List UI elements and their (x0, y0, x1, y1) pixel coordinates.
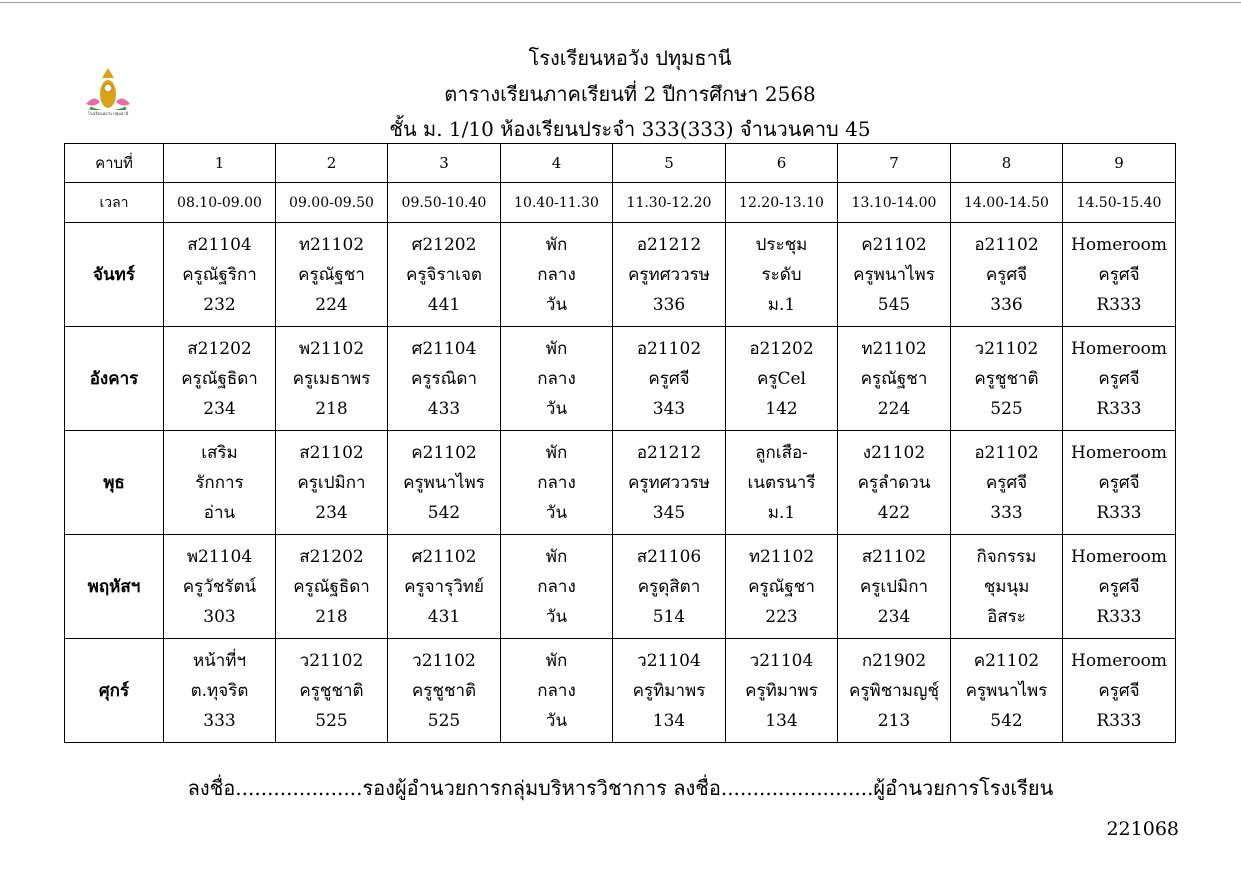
schedule-cell (951, 535, 1063, 639)
schedule-cell (726, 431, 838, 535)
schedule-cell (501, 327, 613, 431)
cell-room: 134 (765, 710, 798, 731)
cell-teacher: กลาง (537, 576, 576, 597)
day-name: พุธ (65, 431, 164, 535)
cell-subject: ส21104 (187, 234, 252, 255)
cell-room: 224 (315, 294, 348, 315)
cell-subject: Homeroom (1071, 650, 1167, 671)
cell-teacher: ครูศจี (1098, 264, 1140, 285)
cell-teacher: ครูCel (756, 368, 806, 389)
time-header: 09.50-10.40 (388, 183, 501, 223)
day-name: พฤหัสฯ (65, 535, 164, 639)
schedule-cell (164, 431, 276, 535)
schedule-cell (613, 535, 726, 639)
cell-room: 431 (427, 606, 461, 627)
cell-subject: อ21102 (636, 338, 702, 359)
schedule-cell (276, 431, 388, 535)
cell-room: 336 (990, 294, 1023, 315)
schedule-cell (1063, 639, 1176, 743)
cell-subject: ค21102 (411, 442, 477, 463)
cell-room: 422 (877, 502, 911, 523)
cell-room: 545 (877, 294, 911, 315)
signature-vice-director: ลงชื่อ....................รองผู้อำนวยการกลุ่มบริหารวิชาการ (187, 776, 667, 800)
cell-teacher: ครูศจี (1098, 472, 1140, 493)
cell-subject: เสริม (201, 442, 238, 463)
cell-room: R333 (1096, 606, 1142, 627)
cell-room: วัน (545, 294, 568, 315)
cell-room: R333 (1096, 710, 1142, 731)
schedule-cell (838, 535, 951, 639)
cell-room: ม.1 (767, 502, 796, 523)
cell-teacher: ครูเปมิกา (859, 576, 929, 597)
cell-teacher: ครูณัฐธิดา (181, 368, 258, 389)
cell-room: 345 (652, 502, 686, 523)
cell-teacher: กลาง (537, 472, 576, 493)
cell-room: 134 (652, 710, 686, 731)
schedule-cell (388, 639, 501, 743)
schedule-cell (951, 327, 1063, 431)
cell-teacher: ครูณัฐชา (298, 264, 365, 285)
cell-teacher: ครูดุสิตา (637, 576, 701, 597)
cell-teacher: ครูณัฐธิดา (293, 576, 370, 597)
cell-room: 343 (652, 398, 686, 419)
cell-subject: ประชุม (755, 234, 808, 255)
cell-teacher: ครูรณิดา (411, 368, 477, 389)
period-header: 2 (276, 144, 388, 183)
cell-teacher: ครูศจี (985, 472, 1028, 493)
cell-room: 433 (427, 398, 461, 419)
cell-room: R333 (1096, 398, 1142, 419)
cell-teacher: ครูเปมิกา (297, 472, 366, 493)
cell-subject: พัก (545, 546, 568, 567)
cell-room: 213 (877, 710, 911, 731)
cell-subject: ส21202 (299, 546, 364, 567)
top-border-line (0, 2, 1241, 3)
cell-subject: ว21104 (749, 650, 814, 671)
cell-room: วัน (545, 502, 568, 523)
cell-subject: พ21102 (298, 338, 365, 359)
cell-room: วัน (545, 606, 568, 627)
cell-subject: ส21202 (187, 338, 252, 359)
cell-teacher: ครูพนาไพร (853, 264, 935, 285)
cell-teacher: ครูเมธาพร (292, 368, 371, 389)
cell-room: 542 (990, 710, 1023, 731)
cell-subject: พัก (545, 338, 568, 359)
cell-teacher: ครูวัชรัตน์ (182, 576, 257, 597)
period-header: 4 (501, 144, 613, 183)
schedule-cell (276, 639, 388, 743)
schedule-cell (838, 223, 951, 327)
cell-teacher: ครูศจี (648, 368, 690, 389)
cell-teacher: ระดับ (761, 264, 802, 285)
period-header: 6 (726, 144, 838, 183)
cell-room: 218 (315, 398, 348, 419)
cell-subject: อ21212 (636, 234, 702, 255)
cell-room: 336 (652, 294, 686, 315)
cell-subject: อ21202 (749, 338, 814, 359)
time-header: 09.00-09.50 (276, 183, 388, 223)
cell-subject: ท21102 (861, 338, 927, 359)
schedule-cell (951, 639, 1063, 743)
schedule-cell (838, 327, 951, 431)
period-header: 7 (838, 144, 951, 183)
cell-teacher: ครูทศววรษ (628, 264, 710, 285)
cell-subject: พ21104 (186, 546, 253, 567)
cell-room: 142 (765, 398, 798, 419)
cell-room: 234 (203, 398, 236, 419)
cell-teacher: ครูพิชามญชุ์ (848, 680, 940, 701)
schedule-cell (501, 431, 613, 535)
cell-teacher: ครูจารุวิทย์ (404, 576, 484, 597)
cell-subject: พัก (545, 650, 568, 671)
schedule-cell (1063, 431, 1176, 535)
cell-teacher: ครูชูชาติ (411, 680, 477, 701)
cell-room: 514 (652, 606, 686, 627)
period-header: 9 (1063, 144, 1176, 183)
cell-subject: พัก (545, 442, 568, 463)
time-row (65, 183, 1176, 223)
day-name: จันทร์ (65, 223, 164, 327)
cell-room: 333 (203, 710, 236, 731)
time-header: 08.10-09.00 (164, 183, 276, 223)
time-header: 14.50-15.40 (1063, 183, 1176, 223)
cell-teacher: ครูศจี (1098, 576, 1140, 597)
cell-subject: อ21212 (636, 442, 702, 463)
time-header: 14.00-14.50 (951, 183, 1063, 223)
cell-teacher: ต.ทุจริต (190, 680, 249, 701)
schedule-cell (501, 639, 613, 743)
cell-subject: ศ21102 (411, 546, 477, 567)
cell-subject: อ21102 (974, 234, 1039, 255)
cell-teacher: กลาง (537, 680, 576, 701)
cell-room: วัน (545, 710, 568, 731)
time-header: 13.10-14.00 (838, 183, 951, 223)
cell-teacher: ครูศจี (1098, 368, 1140, 389)
schedule-title: ตารางเรียนภาคเรียนที่ 2 ปีการศึกษา 2568 (444, 82, 816, 106)
schedule-cell (1063, 327, 1176, 431)
cell-room: 303 (203, 606, 236, 627)
cell-teacher: ครูพนาไพร (965, 680, 1048, 701)
cell-subject: ท21102 (298, 234, 365, 255)
time-header: 12.20-13.10 (726, 183, 838, 223)
schedule-cell (951, 431, 1063, 535)
schedule-cell (276, 535, 388, 639)
time-header: 11.30-12.20 (613, 183, 726, 223)
schedule-cell (726, 535, 838, 639)
period-header: 5 (613, 144, 726, 183)
schedule-cell (388, 327, 501, 431)
time-header: 10.40-11.30 (501, 183, 613, 223)
cell-room: 333 (990, 502, 1023, 523)
cell-teacher: ครูทศววรษ (628, 472, 710, 493)
cell-room: 234 (315, 502, 348, 523)
schedule-cell (164, 535, 276, 639)
schedule-cell (613, 431, 726, 535)
cell-room: 441 (427, 294, 461, 315)
school-name: โรงเรียนหอวัง ปทุมธานี (528, 46, 732, 70)
cell-teacher: ครูศจี (1098, 680, 1140, 701)
cell-room: 223 (765, 606, 798, 627)
signature-director: ลงชื่อ........................ผู้อำนวยการโรงเรียน (673, 776, 1054, 800)
cell-teacher: ชุมนุม (983, 576, 1030, 597)
cell-room: 218 (315, 606, 348, 627)
signature-line (0, 772, 1241, 804)
cell-subject: Homeroom (1071, 546, 1167, 567)
schedule-cell (388, 223, 501, 327)
cell-subject: ค21102 (861, 234, 927, 255)
period-label: คาบที่ (65, 144, 164, 183)
cell-subject: ท21102 (748, 546, 815, 567)
cell-subject: ลูกเสือ- (755, 442, 808, 463)
cell-teacher: ครูทิมาพร (632, 680, 706, 701)
cell-subject: กิจกรรม (976, 546, 1037, 567)
cell-room: 234 (877, 606, 911, 627)
schedule-cell (1063, 535, 1176, 639)
schedule-cell (1063, 223, 1176, 327)
schedule-cell (276, 327, 388, 431)
cell-subject: Homeroom (1071, 234, 1167, 255)
day-row (65, 431, 1176, 535)
time-label: เวลา (65, 183, 164, 223)
day-row (65, 535, 1176, 639)
cell-room: 542 (427, 502, 461, 523)
cell-subject: ส21102 (861, 546, 927, 567)
schedule-cell (726, 327, 838, 431)
cell-room: ม.1 (767, 294, 796, 315)
cell-teacher: กลาง (537, 264, 576, 285)
cell-subject: Homeroom (1071, 338, 1167, 359)
schedule-cell (388, 535, 501, 639)
cell-room: 525 (990, 398, 1023, 419)
schedule-cell (501, 223, 613, 327)
cell-teacher: ครูจิราเจต (406, 264, 482, 285)
day-row (65, 223, 1176, 327)
cell-teacher: กลาง (537, 368, 576, 389)
cell-teacher: ครูพนาไพร (403, 472, 485, 493)
cell-room: R333 (1096, 294, 1142, 315)
cell-teacher: ครูณัฐริกา (182, 264, 257, 285)
cell-subject: พัก (545, 234, 568, 255)
cell-teacher: ครูลำดวน (857, 472, 931, 493)
schedule-cell (613, 327, 726, 431)
cell-subject: ว21104 (637, 650, 701, 671)
cell-subject: อ21102 (974, 442, 1039, 463)
cell-teacher: ครูศจี (985, 264, 1028, 285)
schedule-cell (838, 431, 951, 535)
cell-subject: Homeroom (1071, 442, 1167, 463)
school-logo (80, 64, 136, 118)
cell-teacher: ครูณัฐชา (748, 576, 815, 597)
period-header: 1 (164, 144, 276, 183)
schedule-cell (388, 431, 501, 535)
day-name: ศุกร์ (65, 639, 164, 743)
cell-subject: หน้าที่ฯ (192, 650, 247, 671)
cell-teacher: ครูชูชาติ (299, 680, 364, 701)
document-id: 221068 (1106, 818, 1179, 840)
cell-subject: ว21102 (412, 650, 476, 671)
logo-caption: โรงเรียนหอวัง ปทุมธานี (87, 111, 129, 116)
period-header: 3 (388, 144, 501, 183)
cell-teacher: ครูชูชาติ (974, 368, 1039, 389)
cell-subject: ก21902 (861, 650, 927, 671)
period-row (65, 144, 1176, 183)
cell-room: R333 (1096, 502, 1142, 523)
cell-teacher: เนตรนารี (747, 472, 816, 493)
cell-room: 232 (203, 294, 236, 315)
cell-subject: ค21102 (973, 650, 1040, 671)
schedule-cell (164, 223, 276, 327)
cell-room: 525 (427, 710, 461, 731)
schedule-cell (613, 223, 726, 327)
cell-subject: ศ21104 (411, 338, 477, 359)
cell-subject: ว21102 (299, 650, 364, 671)
schedule-cell (276, 223, 388, 327)
cell-subject: ส21106 (636, 546, 702, 567)
cell-subject: ว21102 (974, 338, 1039, 359)
schedule-cell (613, 639, 726, 743)
cell-subject: ส21102 (299, 442, 364, 463)
cell-room: อิสระ (987, 606, 1026, 627)
cell-teacher: ครูณัฐชา (860, 368, 928, 389)
cell-teacher: ครูทิมาพร (745, 680, 818, 701)
cell-room: อ่าน (203, 502, 236, 523)
period-header: 8 (951, 144, 1063, 183)
schedule-cell (501, 535, 613, 639)
cell-subject: ง21102 (862, 442, 926, 463)
timetable (64, 143, 1176, 743)
cell-room: 224 (877, 398, 911, 419)
day-name: อังคาร (65, 327, 164, 431)
schedule-cell (164, 639, 276, 743)
day-row (65, 639, 1176, 743)
schedule-cell (951, 223, 1063, 327)
cell-teacher: รักการ (195, 472, 244, 493)
schedule-cell (726, 639, 838, 743)
day-row (65, 327, 1176, 431)
schedule-cell (726, 223, 838, 327)
cell-room: 525 (315, 710, 348, 731)
schedule-cell (838, 639, 951, 743)
schedule-cell (164, 327, 276, 431)
cell-room: วัน (545, 398, 568, 419)
cell-subject: ศ21202 (411, 234, 477, 255)
class-info: ชั้น ม. 1/10 ห้องเรียนประจำ 333(333) จำนวนคาบ 45 (389, 117, 871, 141)
